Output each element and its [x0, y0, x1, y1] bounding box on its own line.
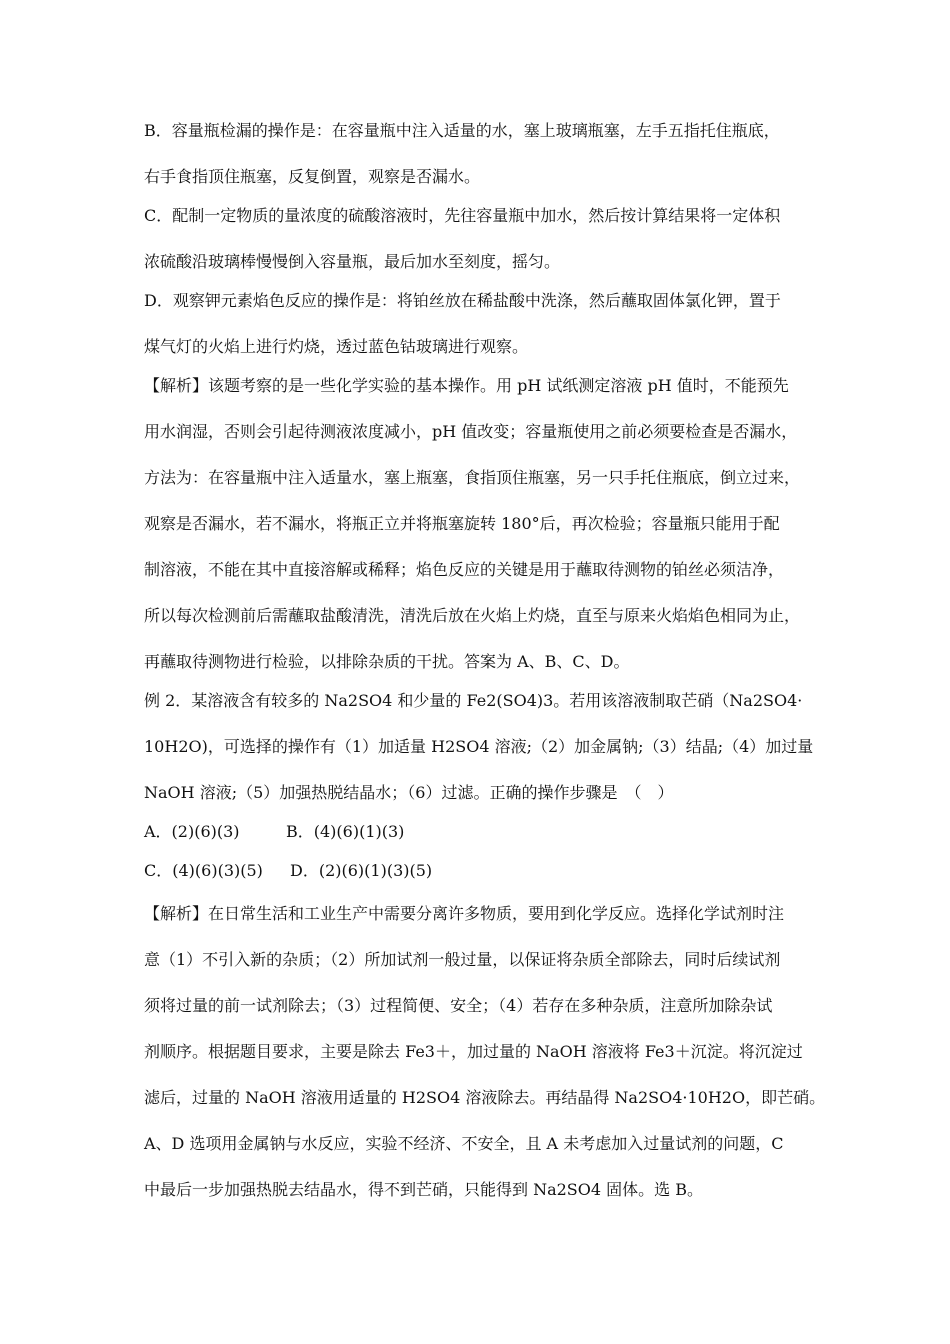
analysis-line: 剂顺序。根据题目要求，主要是除去 Fe3＋，加过量的 NaOH 溶液将 Fe3＋沉淀。将沉淀过 [144, 1042, 803, 1061]
analysis-line: 【解析】在日常生活和工业生产中需要分离许多物质，要用到化学反应。选择化学试剂时注 [144, 904, 785, 923]
analysis-line: 所以每次检测前后需蘸取盐酸清洗，清洗后放在火焰上灼烧，直至与原来火焰焰色相同为止， [144, 606, 801, 625]
analysis-line: 用水润湿，否则会引起待测液浓度减小，pH 值改变；容量瓶使用之前必须要检查是否漏水， [144, 422, 798, 441]
question-line: 例 2．某溶液含有较多的 Na2SO4 和少量的 Fe2(SO4)3。若用该溶液制取芒硝（Na2SO4· [144, 691, 803, 710]
text-line: 右手食指顶住瓶塞，反复倒置，观察是否漏水。 [144, 167, 481, 186]
options-row-2 [144, 861, 844, 883]
text-line: B．容量瓶检漏的操作是：在容量瓶中注入适量的水，塞上玻璃瓶塞，左手五指托住瓶底， [144, 121, 780, 140]
option-c: C．(4)(6)(3)(5) [144, 861, 263, 880]
analysis-line: A、D 选项用金属钠与水反应，实验不经济、不安全，且 A 未考虑加入过量试剂的问题，C [144, 1134, 784, 1153]
analysis-line: 【解析】该题考察的是一些化学实验的基本操作。用 pH 试纸测定溶液 pH 值时，不能预先 [144, 376, 789, 395]
question-line: NaOH 溶液;（5）加强热脱结晶水；（6）过滤。正确的操作步骤是 （ ） [144, 783, 674, 802]
analysis-line: 观察是否漏水，若不漏水，将瓶正立并将瓶塞旋转 180°后，再次检验；容量瓶只能用于配 [144, 514, 780, 533]
analysis-line: 滤后，过量的 NaOH 溶液用适量的 H2SO4 溶液除去。再结晶得 Na2SO4·10H2O，即芒硝。 [144, 1088, 826, 1107]
text-line: 煤气灯的火焰上进行灼烧，透过蓝色钴玻璃进行观察。 [144, 337, 529, 356]
option-b: B．(4)(6)(1)(3) [286, 822, 405, 841]
text-line: 浓硫酸沿玻璃棒慢慢倒入容量瓶，最后加水至刻度，摇匀。 [144, 252, 561, 271]
analysis-line: 制溶液，不能在其中直接溶解或稀释；焰色反应的关键是用于蘸取待测物的铂丝必须洁净， [144, 560, 785, 579]
analysis-line: 须将过量的前一试剂除去；（3）过程简便、安全；（4）若存在多种杂质，注意所加除杂试 [144, 996, 773, 1015]
analysis-line: 意（1）不引入新的杂质；（2）所加试剂一般过量，以保证将杂质全部除去，同时后续试剂 [144, 950, 781, 969]
option-d: D．(2)(6)(1)(3)(5) [290, 861, 433, 880]
analysis-line: 再蘸取待测物进行检验，以排除杂质的干扰。答案为 A、B、C、D。 [144, 652, 630, 671]
text-line: D．观察钾元素焰色反应的操作是：将铂丝放在稀盐酸中洗涤，然后蘸取固体氯化钾，置于 [144, 291, 781, 310]
analysis-line: 方法为：在容量瓶中注入适量水，塞上瓶塞，食指顶住瓶塞，另一只手托住瓶底，倒立过来， [144, 468, 801, 487]
options-row-1 [144, 822, 844, 844]
question-line: 10H2O)，可选择的操作有（1）加适量 H2SO4 溶液;（2）加金属钠;（3）结晶;（4）加过量 [144, 737, 814, 756]
option-a: A．(2)(6)(3) [144, 822, 240, 841]
analysis-line: 中最后一步加强热脱去结晶水，得不到芒硝，只能得到 Na2SO4 固体。选 B。 [144, 1180, 703, 1199]
text-line: C．配制一定物质的量浓度的硫酸溶液时，先往容量瓶中加水，然后按计算结果将一定体积 [144, 206, 781, 225]
